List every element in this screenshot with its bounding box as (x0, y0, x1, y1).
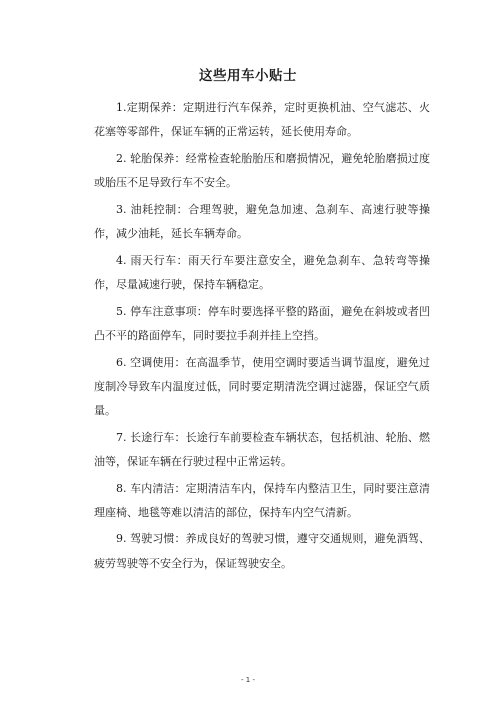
document-body (94, 96, 430, 578)
paragraph-driving-habits: 9. 驾驶习惯：养成良好的驾驶习惯，遵守交通规则，避免酒驾、疲劳驾驶等不安全行为，保证驾驶安全。 (94, 532, 430, 570)
paragraph-long-distance: 7. 长途行车：长途行车前要检查车辆状态，包括机油、轮胎、燃油等，保证车辆在行驶过程中正常运转。 (94, 430, 430, 468)
paragraph-cleaning: 8. 车内清洁：定期清洁车内，保持车内整洁卫生，同时要注意清理座椅、地毯等难以清洁的部位，保持车内空气清新。 (94, 481, 430, 519)
paragraph-tires: 2. 轮胎保养：经常检查轮胎胎压和磨损情况，避免轮胎磨损过度或胎压不足导致行车不安全。 (94, 151, 430, 190)
page-number: - 1 - (241, 676, 255, 684)
paragraph-parking: 5. 停车注意事项：停车时要选择平整的路面，避免在斜坡或者凹凸不平的路面停车，同时要拉手刹并挂上空挡。 (94, 304, 430, 342)
paragraph-maintenance: 1.定期保养：定期进行汽车保养，定时更换机油、空气滤芯、火花塞等零部件，保证车辆的正常运转，延长使用寿命。 (94, 101, 430, 139)
document-title: 这些用车小贴士 (199, 68, 297, 84)
paragraph-fuel: 3. 油耗控制：合理驾驶，避免急加速、急刹车、高速行驶等操作，减少油耗，延长车辆寿命。 (94, 202, 430, 241)
paragraph-air-conditioning: 6. 空调使用：在高温季节，使用空调时要适当调节温度，避免过度制冷导致车内温度过低，同时要定期清洗空调过滤器，保证空气质量。 (94, 355, 430, 417)
paragraph-rain: 4. 雨天行车：雨天行车要注意安全，避免急刹车、急转弯等操作，尽量减速行驶，保持车辆稳定。 (94, 253, 430, 291)
